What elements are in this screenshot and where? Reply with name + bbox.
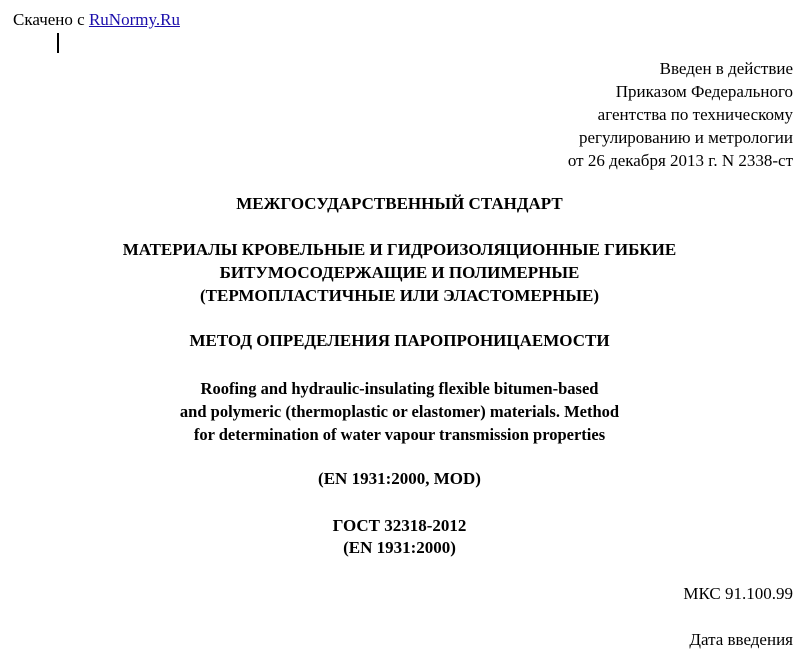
title-en-line: and polymeric (thermoplastic or elastomer) materials. Method (179, 402, 620, 421)
decree-line: Приказом Федерального (615, 82, 793, 101)
gost-number: ГОСТ 32318-2012 (332, 516, 467, 535)
title-en-line: Roofing and hydraulic-insulating flexible bitumen-based (200, 379, 599, 398)
gost-designation (0, 515, 799, 559)
standard-type-heading: МЕЖГОСУДАРСТВЕННЫЙ СТАНДАРТ (236, 194, 563, 213)
en-reference: (EN 1931:2000, MOD) (318, 469, 481, 488)
title-ru-line: МАТЕРИАЛЫ КРОВЕЛЬНЫЕ И ГИДРОИЗОЛЯЦИОННЫЕ ГИБКИЕ (122, 240, 677, 259)
mks-code: МКС 91.100.99 (683, 584, 793, 603)
runormy-link[interactable]: RuNormy.Ru (88, 10, 180, 29)
source-line (13, 9, 180, 31)
method-title-ru: МЕТОД ОПРЕДЕЛЕНИЯ ПАРОПРОНИЦАЕМОСТИ (189, 331, 610, 350)
standard-title-en (0, 377, 799, 446)
decree-block (568, 57, 793, 172)
standard-title-ru (0, 238, 799, 307)
title-en-line: for determination of water vapour transmission properties (193, 425, 606, 444)
text-cursor-icon (57, 33, 59, 53)
title-ru-line: БИТУМОСОДЕРЖАЩИЕ И ПОЛИМЕРНЫЕ (219, 263, 580, 282)
decree-line: агентства по техническому (597, 105, 793, 124)
title-ru-line: (ТЕРМОПЛАСТИЧНЫЕ ИЛИ ЭЛАСТОМЕРНЫЕ) (199, 286, 600, 305)
source-prefix: Скачено с (13, 10, 89, 29)
decree-line: от 26 декабря 2013 г. N 2338-ст (567, 151, 793, 170)
decree-line: Введен в действие (659, 59, 793, 78)
gost-en-equivalent: (EN 1931:2000) (343, 538, 456, 557)
decree-line: регулированию и метрологии (578, 128, 793, 147)
intro-date-label: Дата введения (689, 630, 793, 649)
